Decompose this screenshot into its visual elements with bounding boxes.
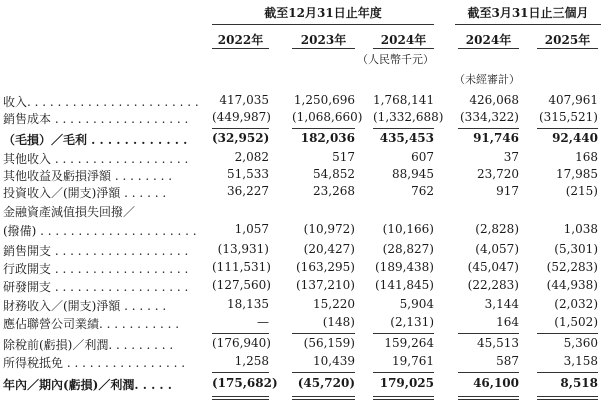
total-double-rule bbox=[458, 396, 519, 400]
subtotal-rule bbox=[212, 372, 269, 373]
cell-value: 51,533 bbox=[227, 167, 269, 181]
cell-value: 179,025 bbox=[379, 376, 434, 390]
row-label: 財務收入／(開支)淨額 . . . . . . bbox=[3, 299, 167, 313]
year-rule-2024 bbox=[373, 48, 434, 49]
group-header-quarter: 截至3月31日止三個月 bbox=[467, 6, 589, 20]
year-rule-2023 bbox=[292, 48, 355, 49]
cell-value: — bbox=[257, 315, 269, 329]
cell-value: (127,560) bbox=[212, 278, 271, 292]
subtotal-rule bbox=[373, 372, 434, 373]
row-label: 年內／期內(虧損)／利潤. . . . . bbox=[3, 378, 172, 392]
cell-value: 182,036 bbox=[300, 131, 355, 145]
cell-value: 168 bbox=[575, 150, 598, 164]
unit-note: （人民幣千元） bbox=[357, 53, 434, 66]
row-label: 投資收入／(開支)淨額 . . . . . . bbox=[3, 186, 167, 200]
year-header-2024: 2024年 bbox=[380, 33, 427, 47]
cell-value: (334,322) bbox=[460, 110, 519, 124]
cell-value: (215) bbox=[565, 184, 598, 198]
cell-value: (52,283) bbox=[546, 260, 598, 274]
cell-value: (13,931) bbox=[217, 242, 269, 256]
table-row-gross-profit bbox=[0, 131, 607, 148]
cell-value: (2,828) bbox=[475, 222, 519, 236]
cell-value: (28,827) bbox=[382, 242, 434, 256]
subtotal-rule bbox=[458, 128, 519, 129]
subtotal-rule bbox=[458, 372, 519, 373]
table-row-income-tax bbox=[0, 354, 607, 371]
table-row-admin-expenses bbox=[0, 260, 607, 277]
row-label: (撥備) . . . . . . . . . . . . . . . . . . . . . bbox=[3, 224, 197, 238]
year-rule-q2024 bbox=[458, 48, 519, 49]
table-row-associates bbox=[0, 315, 607, 332]
table-row-finance-income bbox=[0, 297, 607, 314]
cell-value: 54,852 bbox=[313, 167, 355, 181]
cell-value: 46,100 bbox=[473, 376, 519, 390]
year-rule-q2025 bbox=[537, 48, 598, 49]
row-label: 研發開支 . . . . . . . . . . . . . . . . . . bbox=[3, 280, 189, 294]
row-label: 除稅前(虧損)／利潤. . . . . . . . . bbox=[3, 338, 174, 352]
total-double-rule bbox=[292, 396, 355, 400]
cell-value: 159,264 bbox=[384, 336, 434, 350]
table-row-selling-expenses bbox=[0, 242, 607, 259]
cell-value: (2,032) bbox=[554, 297, 598, 311]
table-row-pretax bbox=[0, 336, 607, 353]
cell-value: (56,159) bbox=[303, 336, 355, 350]
cell-value: 164 bbox=[496, 315, 519, 329]
year-rule-2022 bbox=[212, 48, 269, 49]
year-header-2022: 2022年 bbox=[217, 33, 264, 47]
cell-value: (1,332,688) bbox=[373, 110, 444, 124]
row-label: 行政開支 . . . . . . . . . . . . . . . . . . bbox=[3, 262, 189, 276]
row-label: 金融資產減值損失回撥／ bbox=[3, 205, 136, 219]
cell-value: (2,131) bbox=[390, 315, 434, 329]
table-row-other-gains bbox=[0, 167, 607, 184]
cell-value: 2,082 bbox=[234, 150, 269, 164]
total-double-rule bbox=[537, 396, 598, 400]
subtotal-rule bbox=[212, 128, 269, 129]
subtotal-rule bbox=[212, 333, 269, 334]
cell-value: 19,761 bbox=[392, 354, 434, 368]
cell-value: 23,268 bbox=[313, 184, 355, 198]
subtotal-rule bbox=[458, 333, 519, 334]
cell-value: 3,144 bbox=[484, 297, 519, 311]
row-label: 應佔聯營公司業績. . . . . . . . . . . bbox=[3, 317, 180, 331]
row-label: 其他收入 . . . . . . . . . . . . . . . . . . bbox=[3, 152, 189, 166]
cell-value: 517 bbox=[332, 150, 355, 164]
row-label: 所得稅抵免 . . . . . . . . . . . . . . . . bbox=[3, 356, 186, 370]
subtotal-rule bbox=[373, 333, 434, 334]
row-label: 其他收益及虧損淨額 . . . . . . . . bbox=[3, 169, 173, 183]
cell-value: 10,439 bbox=[313, 354, 355, 368]
cell-value: 417,035 bbox=[219, 93, 269, 107]
table-row-impairment bbox=[0, 222, 607, 239]
subtotal-rule bbox=[537, 128, 598, 129]
cell-value: 435,453 bbox=[379, 131, 434, 145]
cell-value: (163,295) bbox=[296, 260, 355, 274]
cell-value: (20,427) bbox=[303, 242, 355, 256]
cell-value: (45,047) bbox=[467, 260, 519, 274]
cell-value: (449,987) bbox=[212, 110, 271, 124]
cell-value: (111,531) bbox=[212, 260, 271, 274]
cell-value: (176,940) bbox=[212, 336, 271, 350]
subtotal-rule bbox=[537, 372, 598, 373]
table-row-revenue bbox=[0, 93, 607, 110]
quarter-header-2024: 2024年 bbox=[465, 33, 512, 47]
cell-value: (1,502) bbox=[554, 315, 598, 329]
cell-value: (315,521) bbox=[539, 110, 598, 124]
table-row-rd-expenses bbox=[0, 278, 607, 295]
table-row-impairment-heading bbox=[0, 203, 607, 220]
cell-value: (45,720) bbox=[297, 376, 355, 390]
cell-value: (22,283) bbox=[467, 278, 519, 292]
cell-value: (5,301) bbox=[554, 242, 598, 256]
subtotal-rule bbox=[292, 128, 355, 129]
cell-value: (1,068,660) bbox=[292, 110, 363, 124]
group-rule-quarter bbox=[455, 24, 601, 25]
row-label: （毛損）／毛利 . . . . . . . . . . . . bbox=[3, 133, 188, 147]
cell-value: 17,985 bbox=[556, 167, 598, 181]
cell-value: (137,210) bbox=[296, 278, 355, 292]
table-row-other-income bbox=[0, 150, 607, 167]
table-row-net-profit bbox=[0, 376, 607, 393]
row-label: 收入. . . . . . . . . . . . . . . . . . . . . . . bbox=[3, 95, 199, 109]
cell-value: 5,360 bbox=[563, 336, 598, 350]
cell-value: 18,135 bbox=[227, 297, 269, 311]
cell-value: 607 bbox=[411, 150, 434, 164]
cell-value: 88,945 bbox=[392, 167, 434, 181]
cell-value: 36,227 bbox=[227, 184, 269, 198]
cell-value: (148) bbox=[322, 315, 355, 329]
cell-value: (175,682) bbox=[212, 376, 278, 390]
subtotal-rule bbox=[292, 333, 355, 334]
row-label: 銷售開支 . . . . . . . . . . . . . . . . . . bbox=[3, 244, 189, 258]
cell-value: 587 bbox=[496, 354, 519, 368]
cell-value: (44,938) bbox=[546, 278, 598, 292]
table-row-cost-of-sales bbox=[0, 110, 607, 127]
cell-value: 3,158 bbox=[563, 354, 598, 368]
cell-value: (141,845) bbox=[375, 278, 434, 292]
unaudited-note: （未經審計） bbox=[454, 73, 520, 86]
subtotal-rule bbox=[292, 372, 355, 373]
cell-value: 762 bbox=[411, 184, 434, 198]
cell-value: (10,166) bbox=[382, 222, 434, 236]
cell-value: 426,068 bbox=[469, 93, 519, 107]
cell-value: (10,972) bbox=[303, 222, 355, 236]
cell-value: 15,220 bbox=[313, 297, 355, 311]
cell-value: 1,038 bbox=[563, 222, 598, 236]
cell-value: 45,513 bbox=[477, 336, 519, 350]
subtotal-rule bbox=[373, 128, 434, 129]
cell-value: 917 bbox=[496, 184, 519, 198]
cell-value: 8,518 bbox=[560, 376, 598, 390]
cell-value: 1,258 bbox=[234, 354, 269, 368]
cell-value: 5,904 bbox=[399, 297, 434, 311]
cell-value: (189,438) bbox=[375, 260, 434, 274]
cell-value: 1,768,141 bbox=[373, 93, 435, 107]
quarter-header-2025: 2025年 bbox=[544, 33, 591, 47]
cell-value: 407,961 bbox=[548, 93, 598, 107]
year-header-2023: 2023年 bbox=[300, 33, 347, 47]
cell-value: 1,250,696 bbox=[293, 93, 355, 107]
row-label: 銷售成本 . . . . . . . . . . . . . . . . . . bbox=[3, 112, 189, 126]
total-double-rule bbox=[373, 396, 434, 400]
cell-value: (32,952) bbox=[212, 131, 270, 145]
cell-value: 23,720 bbox=[477, 167, 519, 181]
cell-value: 37 bbox=[503, 150, 519, 164]
group-rule-years bbox=[212, 24, 434, 25]
cell-value: 92,440 bbox=[552, 131, 598, 145]
cell-value: 91,746 bbox=[473, 131, 519, 145]
group-header-years: 截至12月31日止年度 bbox=[264, 6, 382, 20]
table-row-investment-income bbox=[0, 184, 607, 201]
cell-value: 1,057 bbox=[234, 222, 269, 236]
subtotal-rule bbox=[537, 333, 598, 334]
total-double-rule bbox=[212, 396, 269, 400]
cell-value: (4,057) bbox=[475, 242, 519, 256]
